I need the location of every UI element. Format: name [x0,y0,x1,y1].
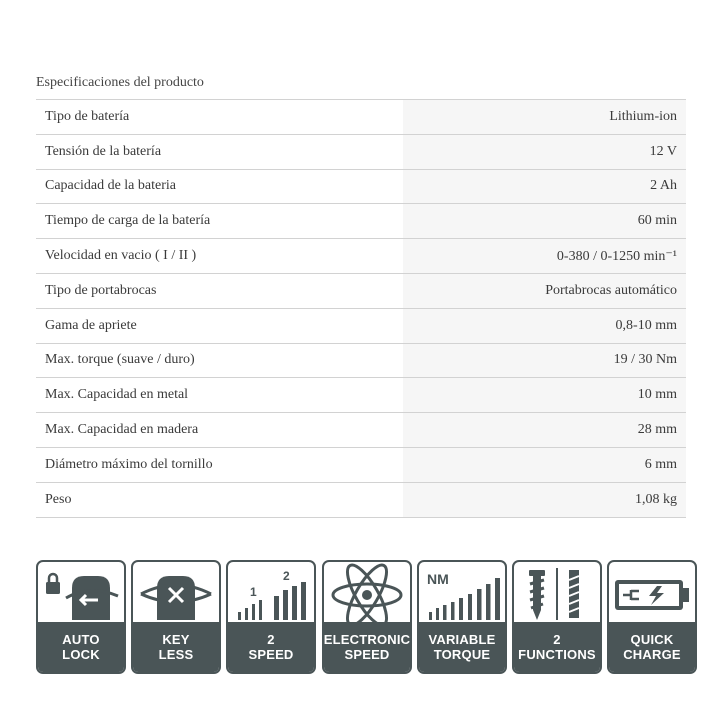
spec-value: Portabrocas automático [403,273,686,308]
badge-quick-charge [607,560,697,674]
table-row [36,273,686,308]
badge-line1: ELECTRONIC [323,632,411,647]
keyless-chuck-icon [133,562,219,624]
speed-label-2: 2 [283,569,290,583]
table-row [36,169,686,204]
spec-label: Tipo de batería [36,100,403,135]
badge-line1: 2 [267,632,275,647]
spec-value: 12 V [403,134,686,169]
battery-charge-icon [609,562,695,624]
badge-line2: SPEED [344,647,390,662]
spec-title: Especificaciones del producto [36,75,204,90]
spec-label: Max. Capacidad en metal [36,378,403,413]
table-row [36,482,686,517]
spec-value: 0,8-10 mm [403,308,686,343]
badge-electronic-speed [322,560,412,674]
spec-value: 10 mm [403,378,686,413]
spec-value: 2 Ah [403,169,686,204]
spec-label: Capacidad de la bateria [36,169,403,204]
spec-value: 28 mm [403,413,686,448]
table-row [36,447,686,482]
spec-value: 0-380 / 0-1250 min⁻¹ [403,239,686,274]
badge-line2: CHARGE [623,647,681,662]
badge-line1: AUTO [62,632,100,647]
badge-line2: LESS [158,647,194,662]
badge-2-speed [226,560,316,674]
spec-value: 60 min [403,204,686,239]
badge-line2: SPEED [248,647,294,662]
spec-label: Gama de apriete [36,308,403,343]
badge-line1: VARIABLE [428,632,496,647]
spec-value: Lithium-ion [403,100,686,135]
lock-chuck-icon [38,562,124,624]
badge-line1: KEY [162,632,190,647]
table-row [36,413,686,448]
table-row [36,308,686,343]
badge-variable-torque [417,560,507,674]
table-row [36,100,686,135]
badge-auto-lock [36,560,126,674]
spec-label: Velocidad en vacio ( I / II ) [36,239,403,274]
spec-label: Max. Capacidad en madera [36,413,403,448]
spec-label: Tensión de la batería [36,134,403,169]
badge-line2: TORQUE [433,647,491,662]
badge-line1: 2 [553,632,561,647]
spec-label: Peso [36,482,403,517]
screw-drill-icon [514,562,600,624]
two-speed-icon [228,562,314,624]
spec-label: Diámetro máximo del tornillo [36,447,403,482]
table-row [36,204,686,239]
badge-keyless [131,560,221,674]
table-row [36,378,686,413]
spec-label: Max. torque (suave / duro) [36,343,403,378]
spec-value: 1,08 kg [403,482,686,517]
speed-label-1: 1 [250,585,257,599]
spec-label: Tiempo de carga de la batería [36,204,403,239]
table-row [36,134,686,169]
atom-icon [324,562,410,624]
spec-value: 6 mm [403,447,686,482]
table-row [36,239,686,274]
badge-line1: QUICK [630,632,674,647]
badge-2-functions [512,560,602,674]
feature-badges [36,560,692,674]
table-row [36,343,686,378]
badge-line2: FUNCTIONS [518,647,596,662]
spec-table [36,99,686,518]
spec-label: Tipo de portabrocas [36,273,403,308]
torque-bars-icon [419,562,505,624]
badge-line2: LOCK [62,647,100,662]
torque-unit-label: NM [427,571,449,587]
spec-value: 19 / 30 Nm [403,343,686,378]
